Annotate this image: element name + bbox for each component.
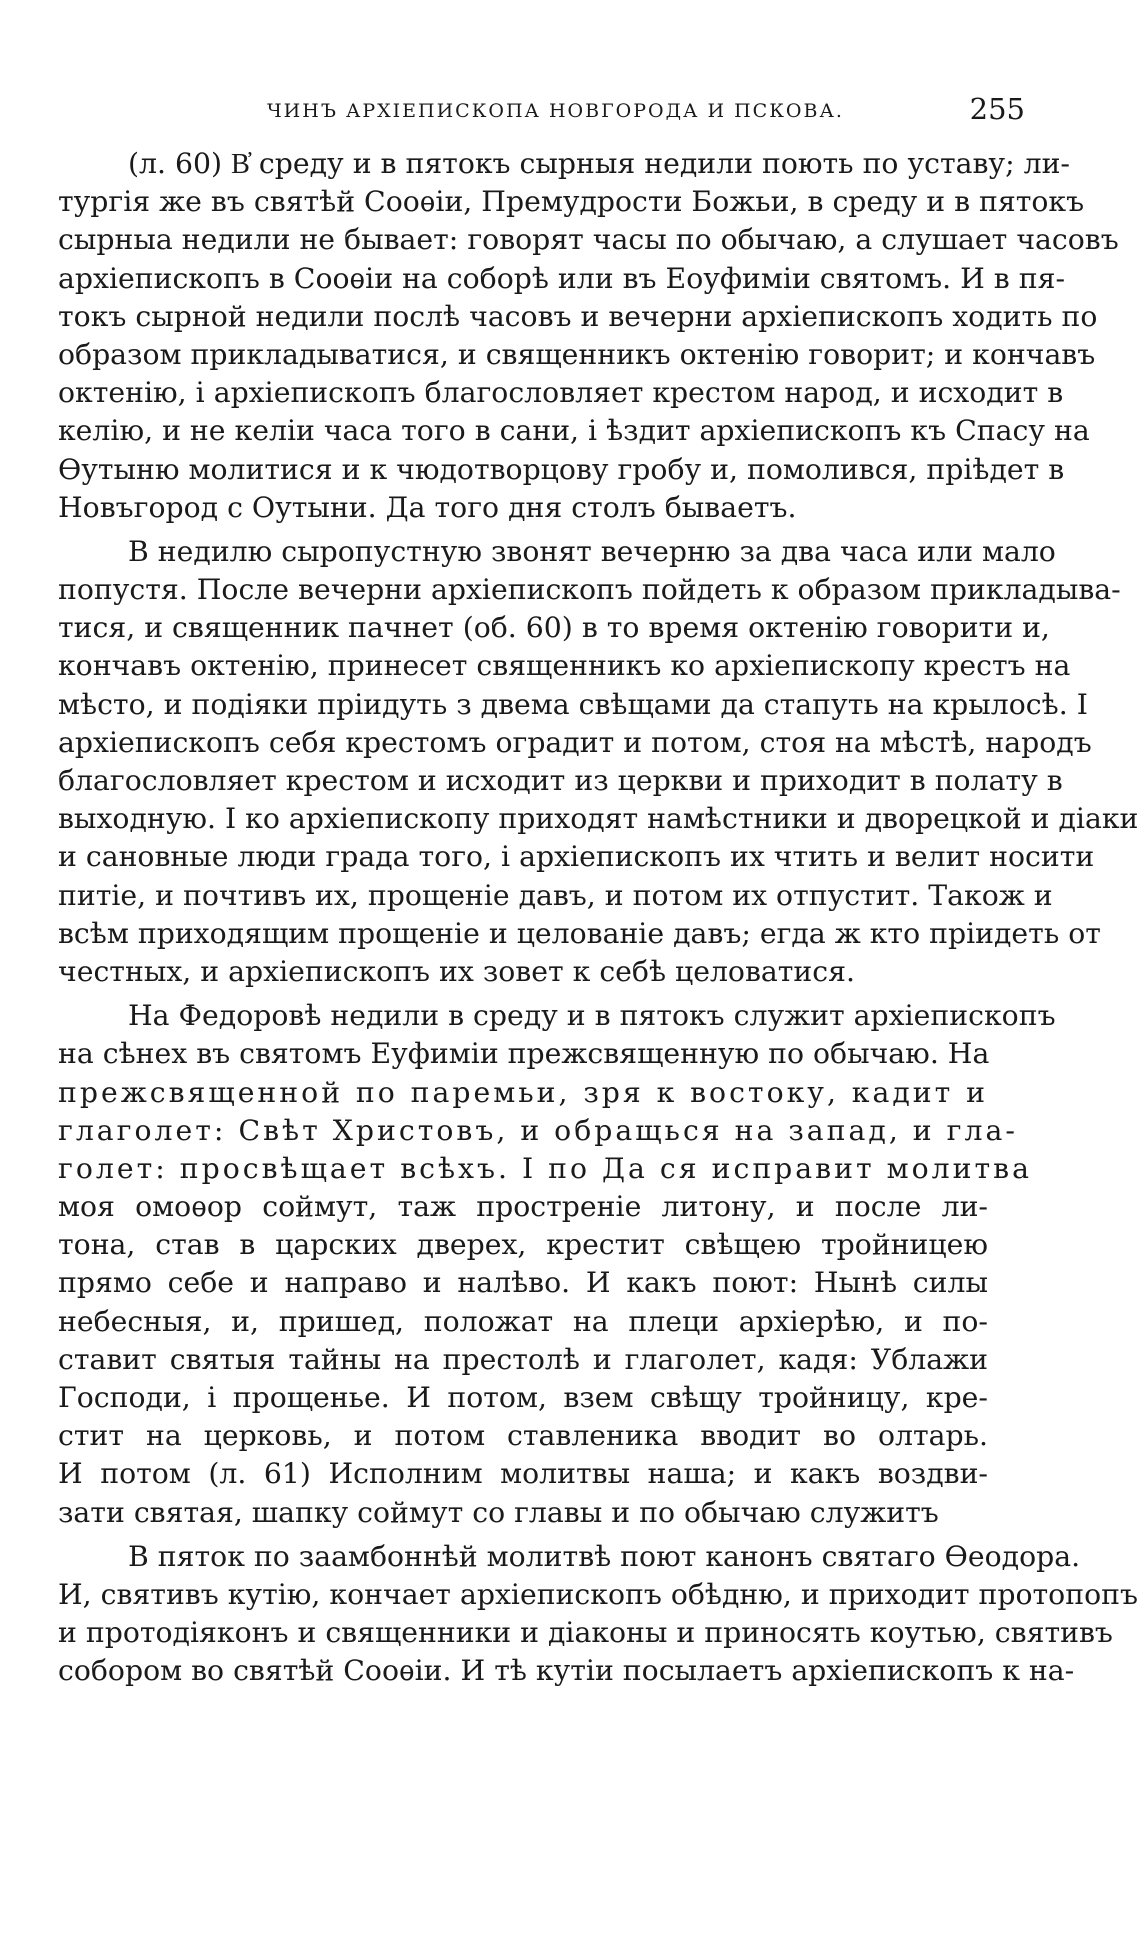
text-line: токъ сырной недили послѣ часовъ и вечерни архіепископъ ходить по [58,299,1098,333]
text-line: мѣсто, и подіяки пріидуть з двема свѣщами да стапуть на крылосѣ. І [58,687,1088,721]
paragraph-1 [58,145,1119,527]
text-line: сырныа недили не бывает: говорят часы по обычаю, а слушает часовъ [58,223,1119,257]
text-line: прежсвященной по паремьи, зря к востоку, кадит и [58,1075,988,1109]
text-line: ставит святыя тайны на престолѣ и глаголет, кадя: Ублажи [58,1342,988,1376]
text-line: всѣм приходящим прощеніе и целованіе давъ; егда ж кто пріидеть от [58,916,1101,950]
text-line: благословляет крестом и исходит из церкви и приходит в полату в [58,764,1063,797]
text-line: В пяток по заамбоннѣй молитвѣ поют канонъ святаго Ѳеодора. [128,1539,1081,1573]
text-line: На Федоровѣ недили в среду и в пятокъ служит архіепископъ [128,999,1056,1033]
text-line: И потом (л. 61) Исполним молитвы наша; и какъ воздви- [58,1457,988,1491]
text-line: небесныя, и, пришед, положат на плеци архіерѣю, и по- [58,1304,988,1338]
text-line: Новъгород с Оутыни. Да того дня столъ бываетъ. [58,490,797,524]
paragraph-2 [58,533,1139,991]
text-line: тися, и священник пачнет (об. 60) в то время октенію говорити и, [58,611,1050,645]
text-line: на сѣнех въ святомъ Еуфиміи прежсвященную по обычаю. На [58,1037,990,1071]
text-line: Господи, і прощенье. И потом, взем свѣщу тройницу, кре- [58,1381,988,1414]
paragraph-4 [58,1538,1138,1691]
text-line: прямо себе и направо и налѣво. И какъ поют: Нынѣ силы [58,1266,988,1300]
text-line: В недилю сыропустную звонят вечерню за два часа или мало [128,534,1056,568]
text-line: октенію, і архіепископъ благословляет крестом народ, и исходит в [58,376,1064,410]
text-line: стит на церковь, и потом ставленика вводит во олтарь. [58,1419,988,1453]
text-line: собором во святѣй Сооѳіи. И тѣ кутіи посылаетъ архіепископъ к на- [58,1654,1075,1688]
text-line: келію, и не келіи часа того в сани, і ѣздит архіепископъ къ Спасу на [58,414,1090,448]
text-line: тургія же въ святѣй Сооѳіи, Премудрости Божьи, в среду и в пятокъ [58,185,1085,219]
text-line: архіепископъ себя крестомъ оградит и потом, стоя на мѣстѣ, народъ [58,725,1092,759]
text-line: попустя. После вечерни архіепископъ пойдеть к образом прикладыва- [58,573,1121,607]
paragraph-3 [58,997,1056,1532]
text-line: честных, и архіепископъ их зовет к себѣ целоватися. [58,954,855,988]
text-line: образом прикладыватися, и священникъ октенію говорит; и кончавъ [58,337,1096,371]
text-line: и протодіяконъ и священники и діаконы и приносять коутью, святивъ [58,1616,1113,1650]
text-line: (л. 60) В҆ среду и в пятокъ сырныя недили поють по уставу; ли- [128,147,1070,180]
running-header [62,92,1025,132]
text-line: глаголет: Свѣт Христовъ, и обращься на запад, и гла- [58,1113,1018,1147]
text-line: кончавъ октенію, принесет священникъ ко архіепископу крестъ на [58,649,1071,683]
text-line: Ѳутыню молитися и к чюдотворцову гробу и, помолився, пріѣдет в [58,452,1065,486]
text-line: и сановные люди града того, і архіепископъ их чтить и велит носити [58,840,1095,874]
text-line: питіе, и почтивъ их, прощеніе давъ, и потом их отпустит. Також и [58,878,1053,912]
text-line: выходную. І ко архіепископу приходят намѣстники и дворецкой и діаки [58,802,1139,836]
running-title: ЧИНЪ АРХІЕПИСКОПА НОВГОРОДА И ПСКОВА. [267,100,844,122]
text-line: И, святивъ кутію, кончает архіепископъ обѣдню, и приходит протопопъ [58,1577,1138,1611]
text-line: архіепископъ в Сооѳіи на соборѣ или въ Еоуфиміи святомъ. И в пя- [58,261,1065,295]
text-line: зати святая, шапку соймут со главы и по обычаю служитъ [58,1495,939,1529]
body-text [58,145,1139,1691]
text-line: моя омоѳор соймут, таж простреніе литону, и после ли- [58,1190,988,1224]
page-number: 255 [969,92,1025,126]
text-line: тона, став в царских дверех, крестит свѣщею тройницею [58,1228,988,1262]
text-line: голет: просвѣщает всѣхъ. І по Да ся исправит молитва [58,1151,1032,1185]
